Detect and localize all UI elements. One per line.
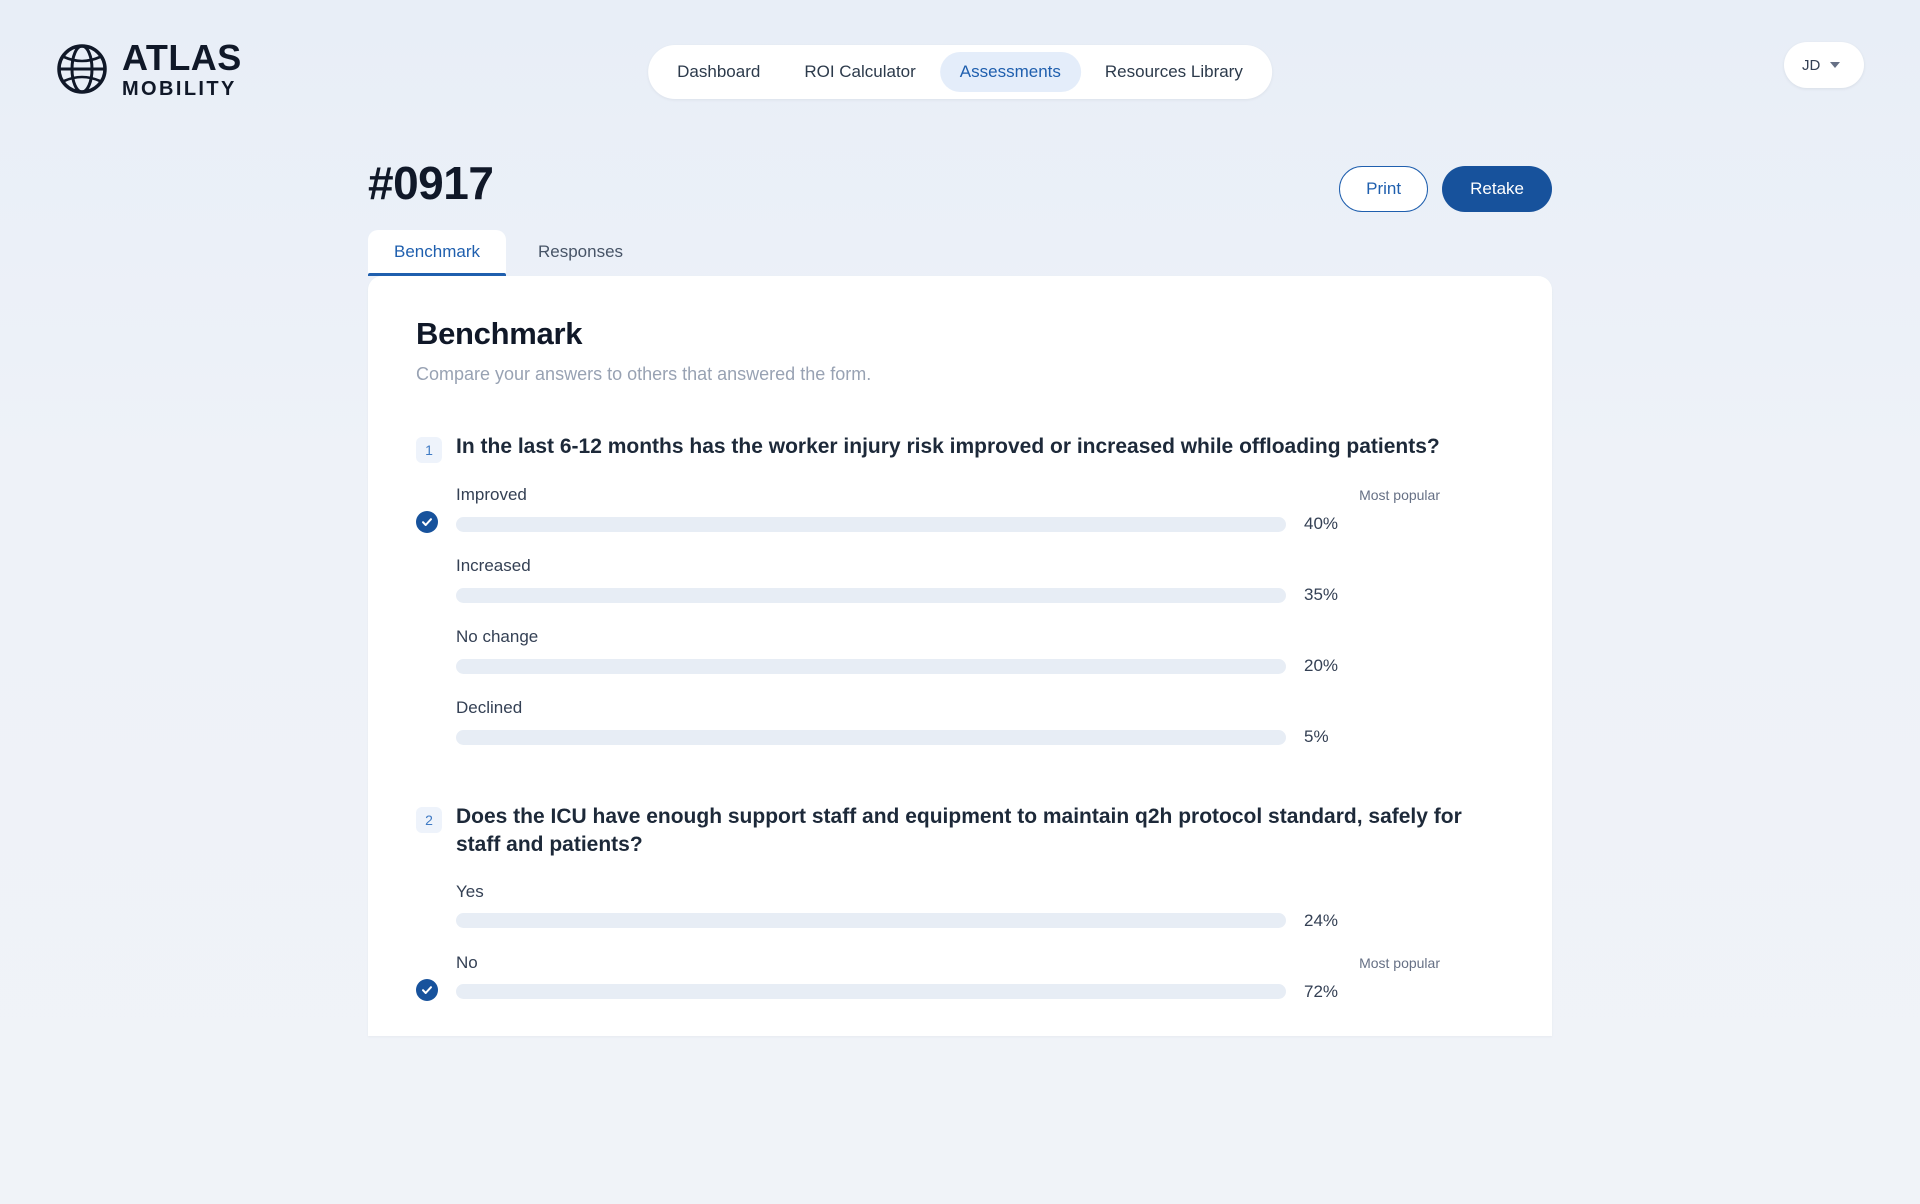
- main-nav: [648, 45, 1272, 99]
- page-title: #0917: [368, 157, 494, 209]
- nav-item-assessments[interactable]: Assessments: [940, 52, 1081, 92]
- option-percent: 40%: [1304, 514, 1339, 533]
- chevron-down-icon: [1830, 62, 1840, 68]
- nav-item-resources-library[interactable]: Resources Library: [1104, 62, 1243, 81]
- account-menu-button[interactable]: [1784, 42, 1864, 88]
- option-percent: 72%: [1304, 981, 1339, 1001]
- option-bar-track: [456, 517, 1286, 532]
- option-percent: 20%: [1304, 656, 1339, 675]
- option-bar-track: [456, 659, 1286, 674]
- option-row: [456, 556, 1504, 605]
- brand-name-primary: ATLAS: [122, 36, 242, 78]
- brand-logo[interactable]: [56, 36, 242, 100]
- option-list: [416, 882, 1504, 1002]
- top-bar: [0, 0, 1920, 138]
- most-popular-badge: Most popular: [1359, 954, 1440, 971]
- option-row: [456, 882, 1504, 931]
- nav-item-roi-calculator[interactable]: ROI Calculator: [804, 62, 916, 81]
- option-label: No: [456, 952, 478, 972]
- most-popular-badge: Most popular: [1359, 487, 1440, 503]
- selected-check-icon: [416, 511, 438, 533]
- retake-button[interactable]: Retake: [1442, 166, 1552, 212]
- question-block: [416, 803, 1504, 1002]
- option-label: Declined: [456, 698, 523, 717]
- question-block: [416, 433, 1504, 747]
- avatar: JD: [1802, 56, 1821, 74]
- page-actions: [1339, 166, 1552, 212]
- option-row: [456, 953, 1504, 1002]
- option-bar-track: [456, 588, 1286, 603]
- tab-bar: [368, 224, 1552, 276]
- option-row: [456, 485, 1504, 534]
- option-label: Yes: [456, 881, 484, 901]
- selected-check-icon: [416, 979, 438, 1001]
- tab-benchmark[interactable]: Benchmark: [368, 230, 506, 276]
- option-label: Improved: [456, 485, 527, 504]
- nav-item-dashboard[interactable]: Dashboard: [677, 62, 761, 81]
- question-text: Does the ICU have enough support staff and equipment to maintain q2h protocol standard, safely for staff and patients?: [456, 805, 1462, 857]
- option-row: [456, 698, 1504, 747]
- option-percent: 24%: [1304, 910, 1339, 930]
- question-text: In the last 6-12 months has the worker injury risk improved or increased while offloading patients?: [456, 435, 1440, 458]
- option-bar-track: [456, 730, 1286, 745]
- option-percent: 35%: [1304, 585, 1339, 604]
- question-number: 1: [416, 437, 442, 463]
- option-row: [456, 627, 1504, 676]
- option-bar-track: [456, 984, 1286, 999]
- benchmark-card: [368, 276, 1552, 1036]
- globe-icon: [56, 43, 108, 95]
- tab-responses[interactable]: Responses: [537, 242, 624, 261]
- page-header: [368, 138, 1552, 224]
- card-title: Benchmark: [416, 316, 583, 351]
- option-bar-track: [456, 913, 1286, 928]
- print-button[interactable]: Print: [1339, 166, 1428, 212]
- card-subtitle: Compare your answers to others that answered the form.: [416, 364, 872, 384]
- option-percent: 5%: [1304, 727, 1329, 746]
- question-number: 2: [416, 807, 442, 833]
- option-label: No change: [456, 627, 539, 646]
- brand-name-secondary: MOBILITY: [122, 77, 237, 100]
- option-list: [416, 485, 1504, 747]
- option-label: Increased: [456, 556, 531, 575]
